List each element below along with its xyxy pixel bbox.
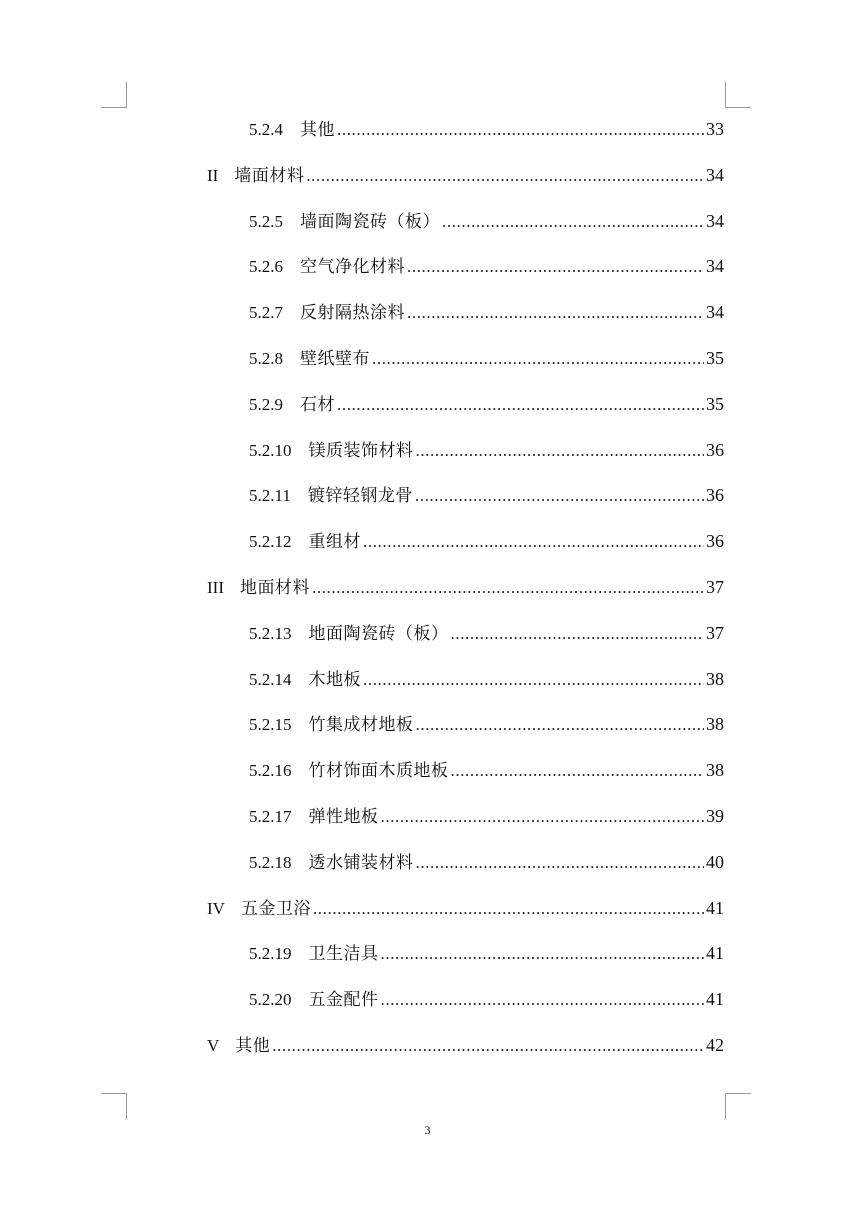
toc-entry-number: 5.2.10	[249, 440, 292, 460]
toc-entry[interactable]	[249, 109, 724, 149]
toc-entry[interactable]	[249, 704, 724, 744]
toc-entry-number: 5.2.14	[249, 669, 292, 689]
crop-mark-top-left-v	[126, 82, 127, 108]
toc-entry-page: 39	[706, 806, 724, 826]
toc-entry-number: 5.2.15	[249, 715, 292, 735]
toc-entry-page: 41	[706, 897, 724, 918]
toc-entry[interactable]	[249, 384, 724, 424]
toc-entry-number: 5.2.12	[249, 532, 292, 552]
toc-entry-page: 34	[706, 164, 724, 185]
toc-entry-number: 5.2.11	[249, 486, 291, 506]
toc-entry[interactable]	[249, 979, 724, 1019]
toc-entry-page: 34	[706, 210, 724, 231]
toc-entry-number: 5.2.13	[249, 623, 292, 643]
toc-leader-dots	[313, 889, 704, 929]
toc-entry-page: 34	[706, 302, 724, 323]
toc-entry-title: 地面材料	[239, 578, 310, 598]
crop-mark-top-right-v	[725, 82, 726, 108]
toc-entry[interactable]	[249, 796, 724, 836]
toc-leader-dots	[272, 1026, 704, 1066]
toc-leader-dots	[363, 660, 704, 700]
toc-leader-dots	[337, 385, 704, 425]
crop-mark-bottom-right-v	[725, 1093, 726, 1119]
toc-leader-dots	[416, 705, 705, 745]
toc-entry-page: 42	[706, 1035, 724, 1055]
toc-entry-title: 竹集成材地板	[308, 715, 414, 736]
toc-entry-number: V	[207, 1036, 220, 1055]
toc-entry-page: 37	[706, 622, 724, 643]
page-number: 3	[424, 1123, 431, 1137]
toc-entry[interactable]	[249, 842, 724, 882]
toc-entry-title: 其他	[300, 120, 335, 140]
toc-entry-page: 40	[706, 851, 724, 872]
toc-entry-number: 5.2.7	[249, 303, 283, 323]
toc-leader-dots	[337, 110, 704, 150]
toc-entry-number: 5.2.8	[249, 349, 283, 368]
toc-entry-title: 壁纸壁布	[300, 349, 370, 369]
toc-entry-page: 36	[706, 485, 724, 506]
toc-leader-dots	[415, 476, 704, 516]
toc-entry-title: 墙面材料	[234, 165, 305, 186]
toc-leader-dots	[381, 797, 705, 837]
toc-entry-title: 墙面陶瓷砖（板）	[300, 211, 440, 232]
toc-entry-page: 33	[706, 119, 724, 139]
toc-entry-title: 石材	[300, 394, 335, 415]
toc-leader-dots	[306, 156, 704, 196]
toc-entry-page: 41	[706, 989, 724, 1010]
toc-entry-title: 木地板	[308, 669, 361, 690]
toc-entry-page: 34	[706, 256, 724, 277]
toc-entry[interactable]	[249, 521, 724, 561]
toc-entry-page: 38	[706, 714, 724, 735]
toc-leader-dots	[416, 843, 705, 883]
toc-leader-dots	[407, 293, 704, 333]
crop-mark-top-right-h	[725, 107, 751, 108]
toc-entry-title: 五金配件	[308, 990, 379, 1011]
crop-mark-top-left-h	[101, 107, 127, 108]
toc-entry[interactable]	[249, 475, 724, 515]
toc-entry-number: 5.2.5	[249, 211, 283, 231]
toc-entry-page: 41	[706, 943, 724, 964]
toc-entry[interactable]	[207, 155, 724, 195]
toc-entry-number: 5.2.19	[249, 944, 292, 964]
toc-leader-dots	[451, 751, 705, 791]
toc-leader-dots	[442, 202, 704, 242]
toc-entry[interactable]	[249, 292, 724, 332]
toc-entry-title: 地面陶瓷砖（板）	[308, 623, 449, 644]
toc-entry-title: 五金卫浴	[240, 898, 311, 919]
toc-entry-page: 38	[706, 668, 724, 689]
toc-entry[interactable]	[207, 567, 724, 607]
toc-entry[interactable]	[249, 750, 724, 790]
toc-entry-title: 其他	[235, 1036, 271, 1056]
toc-leader-dots	[381, 934, 705, 974]
toc-entry-number: 5.2.17	[249, 807, 292, 826]
toc-entry[interactable]	[249, 430, 724, 470]
toc-entry-title: 重组材	[308, 532, 361, 553]
toc-entry-title: 卫生洁具	[308, 944, 379, 965]
toc-entry[interactable]	[249, 338, 724, 378]
crop-mark-bottom-left-h	[101, 1093, 127, 1094]
toc-entry[interactable]	[249, 659, 724, 699]
toc-leader-dots	[312, 568, 704, 608]
toc-leader-dots	[372, 339, 704, 379]
toc-entry-page: 36	[706, 439, 724, 460]
toc-entry[interactable]	[207, 888, 724, 928]
toc-entry-number: III	[207, 578, 224, 597]
toc-entry-page: 35	[706, 348, 724, 368]
toc-entry-title: 空气净化材料	[300, 257, 405, 278]
toc-entry[interactable]	[249, 613, 724, 653]
toc-leader-dots	[363, 522, 704, 562]
toc-entry-title: 透水铺装材料	[308, 852, 414, 873]
toc-entry-number: 5.2.4	[249, 120, 283, 139]
toc-entry-number: 5.2.9	[249, 394, 283, 414]
toc-entry[interactable]	[207, 1025, 724, 1065]
toc-entry-title: 弹性地板	[308, 807, 379, 827]
crop-mark-bottom-left-v	[126, 1093, 127, 1119]
toc-entry[interactable]	[249, 201, 724, 241]
toc-leader-dots	[416, 431, 705, 471]
toc-entry-title: 镀锌轻钢龙骨	[307, 486, 413, 507]
toc-entry-number: 5.2.18	[249, 852, 292, 872]
toc-entry-title: 竹材饰面木质地板	[308, 761, 449, 782]
toc-leader-dots	[451, 614, 705, 654]
toc-leader-dots	[381, 980, 705, 1020]
toc-entry[interactable]	[249, 246, 724, 286]
toc-entry-number: 5.2.20	[249, 990, 292, 1010]
toc-entry[interactable]	[249, 933, 724, 973]
toc-entry-page: 38	[706, 760, 724, 781]
toc-entry-number: 5.2.6	[249, 257, 283, 277]
toc-entry-title: 镁质装饰材料	[308, 440, 414, 461]
crop-mark-bottom-right-h	[725, 1093, 751, 1094]
toc-entry-page: 36	[706, 531, 724, 552]
toc-entry-number: 5.2.16	[249, 761, 292, 781]
toc-entry-page: 37	[706, 577, 724, 597]
toc-entry-number: IV	[207, 898, 225, 918]
toc-entry-title: 反射隔热涂料	[300, 303, 405, 324]
toc-entry-page: 35	[706, 393, 724, 414]
toc-entry-number: II	[207, 165, 219, 185]
toc-leader-dots	[407, 247, 704, 287]
